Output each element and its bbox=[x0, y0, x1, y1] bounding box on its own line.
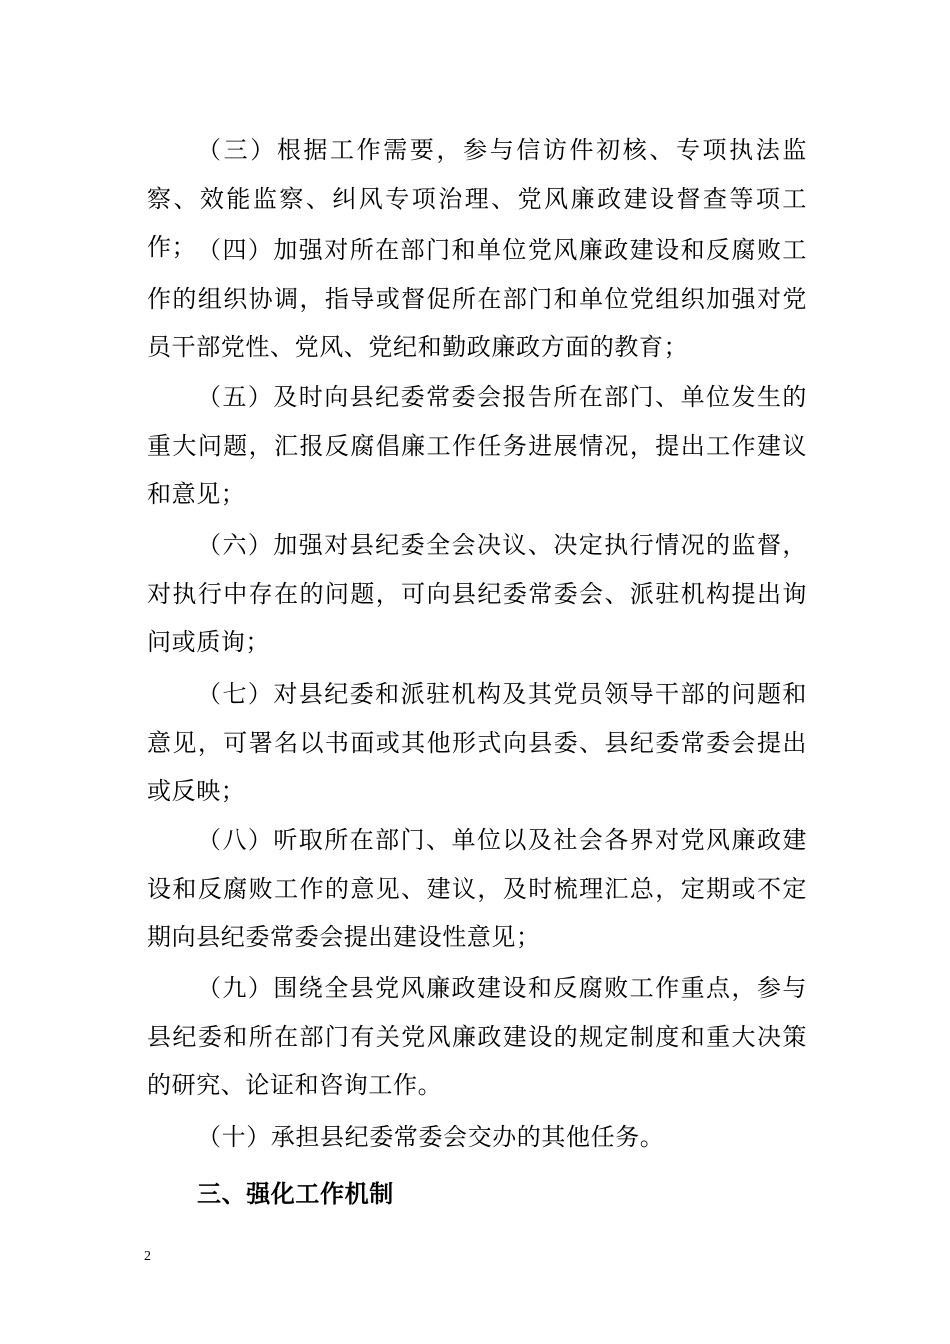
section-heading: 三、强化工作机制 bbox=[197, 1180, 394, 1208]
paragraph-item-8: （八）听取所在部门、单位以及社会各界对党风廉政建设和反腐败工作的意见、建议，及时梳理汇总，定期或不定期向县纪委常委会提出建设性意见； bbox=[147, 826, 807, 951]
paragraph-item-6: （六）加强对县纪委全会决议、决定执行情况的监督，对执行中存在的问题，可向县纪委常委会、派驻机构提出询问或质询； bbox=[147, 531, 807, 656]
paragraph-item-10: （十）承担县纪委常委会交办的其他任务。 bbox=[197, 1123, 665, 1151]
paragraph-item-7: （七）对县纪委和派驻机构及其党员领导干部的问题和意见，可署名以书面或其他形式向县委、县纪委常委会提出或反映； bbox=[147, 680, 807, 805]
paragraph-item-5: （五）及时向县纪委常委会报告所在部门、单位发生的重大问题，汇报反腐倡廉工作任务进展情况，提出工作建议和意见； bbox=[147, 383, 807, 508]
paragraph-item-4: （四）加强对所在部门和单位党风廉政建设和反腐败工作的组织协调，指导或督促所在部门和单位党组织加强对党员干部党性、党风、党纪和勤政廉政方面的教育； bbox=[147, 236, 807, 361]
page-number: 2 bbox=[144, 1249, 151, 1264]
paragraph-item-3: （三）根据工作需要，参与信访件初核、专项执法监察、效能监察、纠风专项治理、党风廉政建设督查等项工作； bbox=[147, 136, 807, 261]
paragraph-item-9: （九）围绕全县党风廉政建设和反腐败工作重点，参与县纪委和所在部门有关党风廉政建设的规定制度和重大决策的研究、论证和咨询工作。 bbox=[147, 974, 807, 1099]
